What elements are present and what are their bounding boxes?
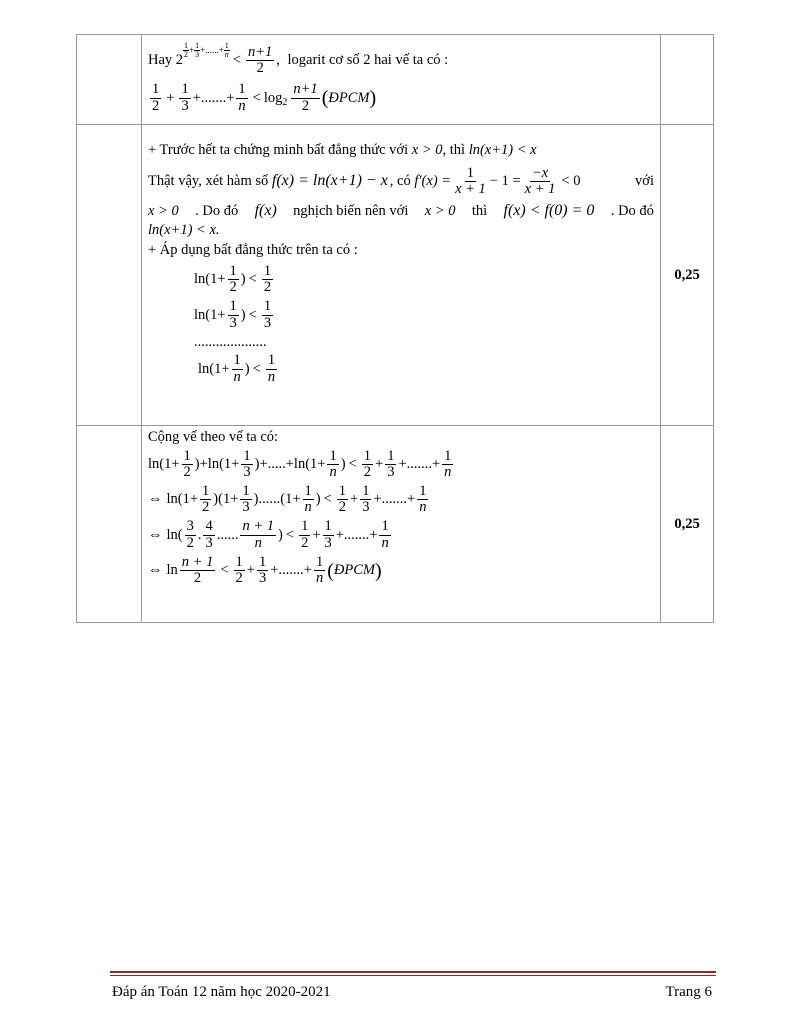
intro-line: + Trước hết ta chứng minh bất đẳng thức với x > 0 , thì ln(x+1) < x bbox=[148, 142, 537, 158]
score-cell bbox=[661, 426, 714, 623]
function-line: Thật vậy, xét hàm số f(x) = ln(x+1) − x , có f′(x) = $\frac{1}{x + 1}$ − 1 = $\frac{-x}{x + 1}$ < 0 với bbox=[148, 164, 654, 197]
apply-line: + Áp dụng bất đẳng thức trên ta có : bbox=[148, 242, 358, 259]
table-row bbox=[77, 35, 714, 125]
footer-rule-thin bbox=[110, 975, 716, 976]
telescoping-line: ⇔ ln( $\frac{3}{2}$ . $\frac{4}{3}$ ...... $\frac{n + 1}{n}$ ) < $\frac{1}{2}$ + $\frac{1}{3}$ +.......+ $\frac{1}{n}$ bbox=[148, 518, 389, 551]
log-inequality: $\frac{1}{2}$ + $\frac{1}{3}$ +.......+ $\frac{1}{n}$ < log 2 $\frac{n+1}{2}$ ( ĐPCM ) bbox=[152, 81, 377, 114]
ineq-third: ln(1+ $\frac{1}{3}$ ) < $\frac{1}{3}$ bbox=[194, 298, 272, 331]
power-base: 2 bbox=[175, 52, 184, 69]
empty-cell bbox=[77, 125, 142, 426]
content-cell bbox=[142, 35, 661, 125]
log-text: logarit cơ số 2 hai vế ta có : bbox=[287, 52, 449, 69]
score-cell bbox=[661, 35, 714, 125]
score-value: 0,25 bbox=[674, 515, 700, 532]
sum-line: ln(1+ $\frac{1}{2}$ )+ln(1+ $\frac{1}{3}$ ) +.....+ ln(1+ $\frac{1}{n}$ ) < $\frac{1}{2}$ + $\frac{1}{3}$ +.......+ $\frac{1}{n}$ bbox=[148, 447, 452, 480]
table-row bbox=[77, 426, 714, 623]
content-cell bbox=[142, 426, 661, 623]
fraction: $\frac{n+1}{2}$ bbox=[247, 44, 273, 77]
score-cell bbox=[661, 125, 714, 426]
dpcm-label: ĐPCM bbox=[328, 89, 370, 106]
page-number: Trang 6 bbox=[665, 984, 712, 1000]
hay-line: Hay 2 $\frac{1}{2}$ + $\frac{1}{3}$ +......+ $\frac{1}{n}$ < $\frac{n+1}{2}$ , logarit cơ số 2 hai vế ta có : bbox=[148, 40, 449, 77]
footer-rule bbox=[110, 971, 716, 973]
sum-title: Cộng vế theo vế ta có: bbox=[148, 429, 279, 445]
table-row bbox=[77, 125, 714, 426]
ineq-dots: .................... bbox=[194, 333, 267, 350]
ineq-half: ln(1+ $\frac{1}{2}$ ) < $\frac{1}{2}$ bbox=[194, 262, 272, 296]
dpcm-label: ĐPCM bbox=[333, 562, 375, 579]
content-cell bbox=[142, 125, 661, 426]
empty-cell bbox=[77, 426, 142, 623]
final-line: ⇔ ln $\frac{n + 1}{2}$ < $\frac{1}{2}$ + $\frac{1}{3}$ +.......+ $\frac{1}{n}$ ( ĐPCM ) bbox=[148, 553, 382, 587]
solution-table bbox=[76, 34, 714, 623]
hay-word: Hay bbox=[148, 52, 173, 69]
conclusion-line: ln(x+1) < x. bbox=[148, 221, 220, 238]
score-value: 0,25 bbox=[674, 266, 700, 283]
ineq-nth: ln(1+ $\frac{1}{n}$ ) < $\frac{1}{n}$ bbox=[198, 352, 276, 385]
empty-cell bbox=[77, 35, 142, 125]
footer-title: Đáp án Toán 12 năm học 2020-2021 bbox=[112, 984, 331, 1000]
product-line: ⇔ ln(1+ $\frac{1}{2}$ )(1+ $\frac{1}{3}$ ) ...... (1+ $\frac{1}{n}$ ) < $\frac{1}{2}$ + $\frac{1}{3}$ +.......+ $\frac{1}{n}$ bbox=[148, 482, 427, 516]
monotonic-line: x > 0 . Do đó f(x) nghịch biến nên với x > 0 thì f(x) < f(0) = 0 . Do đó bbox=[148, 201, 654, 219]
exponent: $\frac{1}{2}$ + $\frac{1}{3}$ +......+ $\frac{1}{n}$ bbox=[184, 40, 229, 60]
